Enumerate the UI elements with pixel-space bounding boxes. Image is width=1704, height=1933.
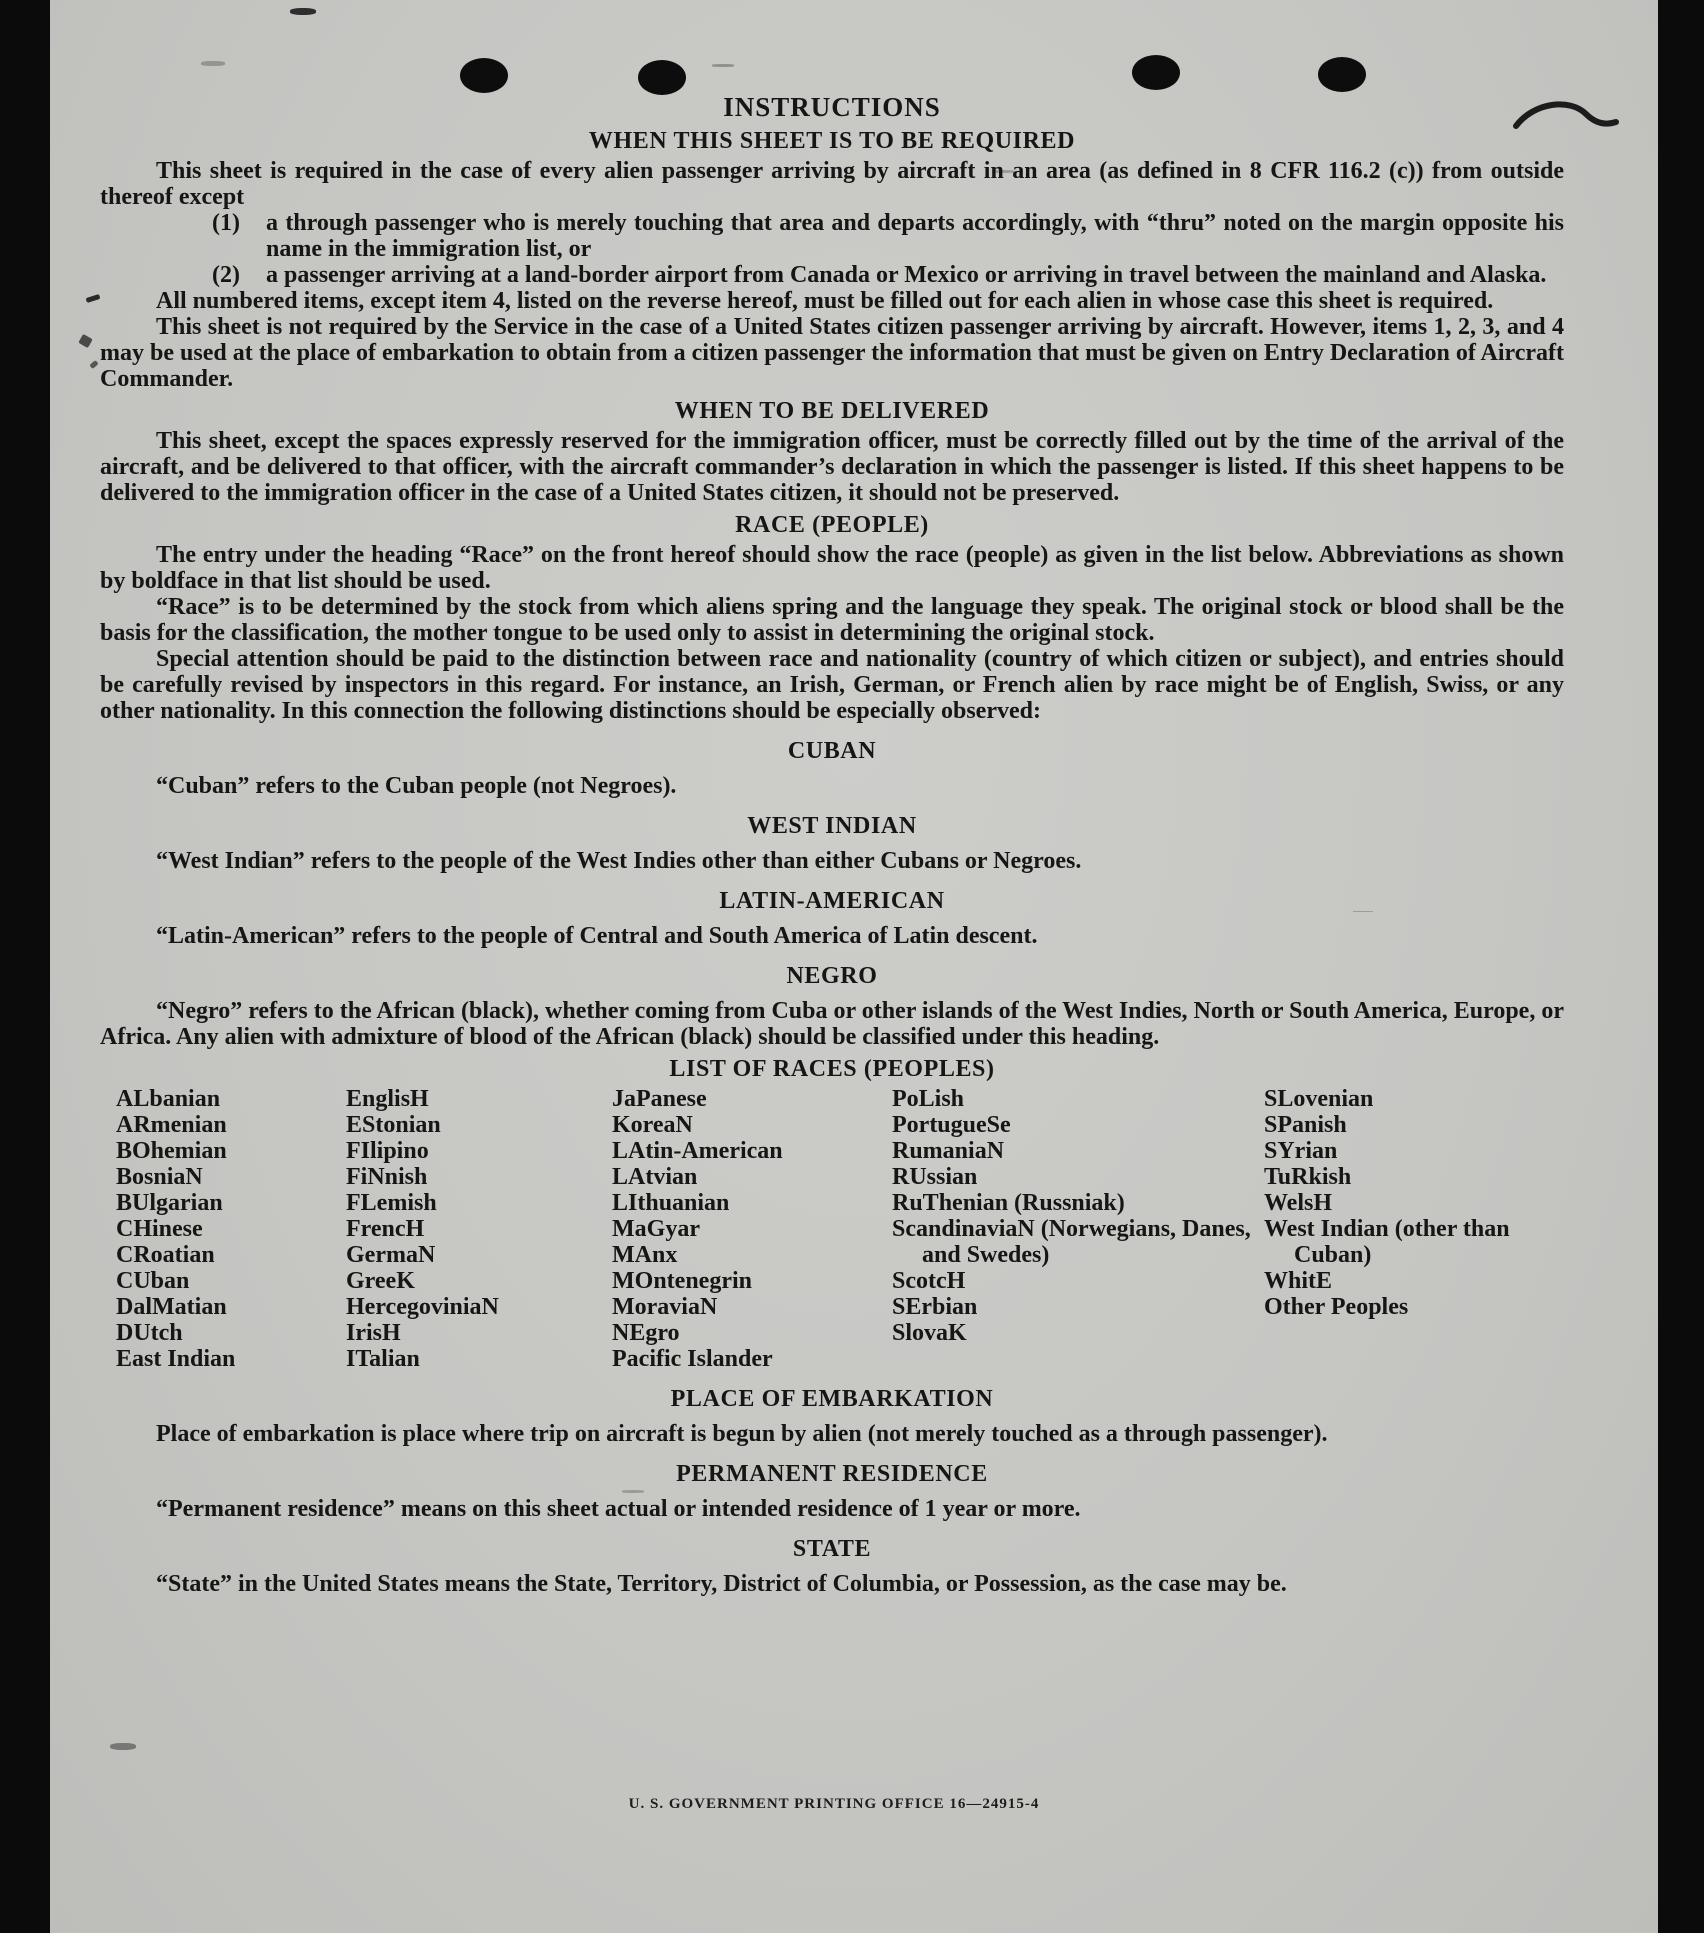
race-item: SErbian: [892, 1294, 978, 1320]
race-item: FIlipino: [346, 1138, 429, 1164]
section-heading-list-of-races: LIST OF RACES (PEOPLES): [669, 1056, 995, 1082]
race-item: PoLish: [892, 1086, 965, 1112]
race-item: IrisH: [346, 1320, 401, 1346]
race-item: EnglisH: [346, 1086, 429, 1112]
race-item: RuThenian (Russniak): [892, 1190, 1125, 1216]
race-item: Other Peoples: [1264, 1294, 1409, 1320]
item-number: (1): [212, 210, 240, 236]
race-item: ITalian: [346, 1346, 420, 1372]
race-item: GreeK: [346, 1268, 415, 1294]
race-item: SLovenian: [1264, 1086, 1374, 1112]
section-heading-latin-american: LATIN-AMERICAN: [719, 888, 945, 914]
race-item: ARmenian: [116, 1112, 227, 1138]
section-heading-when-required: WHEN THIS SHEET IS TO BE REQUIRED: [588, 128, 1076, 154]
races-column-4: [892, 1086, 1264, 1372]
paragraph-race-entry: The entry under the heading “Race” on the front hereof should show the race (people) as given in the list below. Abbreviations as shown by boldface in that list should be used.: [100, 542, 1564, 594]
section-heading-cuban: CUBAN: [787, 738, 877, 764]
race-item: DalMatian: [116, 1294, 227, 1320]
item-number: (2): [212, 262, 240, 288]
paragraph-required-intro: This sheet is required in the case of every alien passenger arriving by aircraft in an area (as defined in 8 CFR 116.2 (c)) from outside thereof except: [100, 158, 1564, 210]
item-text: a through passenger who is merely touching that area and departs accordingly, with “thru” noted on the margin opposite his name in the immigration list, or: [266, 210, 1564, 262]
paragraph-cuban: “Cuban” refers to the Cuban people (not Negroes).: [156, 773, 677, 799]
document-page: [50, 0, 1658, 1933]
race-item: ALbanian: [116, 1086, 221, 1112]
race-item: SPanish: [1264, 1112, 1347, 1138]
race-item: LAtvian: [612, 1164, 698, 1190]
race-item: CHinese: [116, 1216, 203, 1242]
numbered-item-2: [212, 262, 1564, 288]
race-item: MaGyar: [612, 1216, 700, 1242]
scan-edge-right: [1658, 0, 1704, 1933]
scan-edge-left: [0, 0, 50, 1933]
paragraph-west-indian: “West Indian” refers to the people of the West Indies other than either Cubans or Negroes.: [156, 848, 1082, 874]
paragraph-race-distinction: Special attention should be paid to the distinction between race and nationality (country of which citizen or subject), and entries should be carefully revised by inspectors in this regard. For instance, an Irish, German, or French alien by race might be of English, Swiss, or any other nationality. In this connection the following distinctions should be especially observed:: [100, 646, 1564, 724]
race-item: ScotcH: [892, 1268, 966, 1294]
race-item: CRoatian: [116, 1242, 215, 1268]
paragraph-negro: “Negro” refers to the African (black), whether coming from Cuba or other islands of the West Indies, North or South America, Europe, or Africa. Any alien with admixture of blood of the African (black) should be classified under this heading.: [100, 998, 1564, 1050]
race-item: MoraviaN: [612, 1294, 718, 1320]
paragraph-delivered: This sheet, except the spaces expressly reserved for the immigration officer, must be correctly filled out by the time of the arrival of the aircraft, and be delivered to that officer, with the aircraft commander’s declaration in which the passenger is listed. If this sheet happens to be delivered to the immigration officer in the case of a United States citizen, it should not be preserved.: [100, 428, 1564, 506]
printing-office-imprint: U. S. GOVERNMENT PRINTING OFFICE 16—24915-4: [628, 1796, 1040, 1812]
race-item: SYrian: [1264, 1138, 1338, 1164]
race-item: BOhemian: [116, 1138, 227, 1164]
race-item: JaPanese: [612, 1086, 707, 1112]
race-item: MOntenegrin: [612, 1268, 752, 1294]
document-content: [50, 0, 1658, 1597]
races-column-3: [612, 1086, 892, 1372]
race-item: East Indian: [116, 1346, 236, 1372]
races-column-1: [116, 1086, 346, 1372]
section-heading-negro: NEGRO: [786, 963, 878, 989]
race-item: BUlgarian: [116, 1190, 223, 1216]
race-item: NEgro: [612, 1320, 680, 1346]
paragraph-all-numbered-items: All numbered items, except item 4, listed on the reverse hereof, must be filled out for each alien in whose case this sheet is required.: [156, 288, 1494, 314]
paragraph-not-required-citizen: This sheet is not required by the Service in the case of a United States citizen passenger arriving by aircraft. However, items 1, 2, 3, and 4 may be used at the place of embarkation to obtain from a citizen passenger the information that must be given on Entry Declaration of Aircraft Commander.: [100, 314, 1564, 392]
paragraph-residence: “Permanent residence” means on this sheet actual or intended residence of 1 year or more.: [156, 1496, 1081, 1522]
race-item: PortugueSe: [892, 1112, 1011, 1138]
paragraph-embarkation: Place of embarkation is place where trip on aircraft is begun by alien (not merely touched as a through passenger).: [156, 1421, 1328, 1447]
paragraph-latin-american: “Latin-American” refers to the people of Central and South America of Latin descent.: [156, 923, 1038, 949]
section-heading-permanent-residence: PERMANENT RESIDENCE: [676, 1461, 988, 1487]
race-item: SlovaK: [892, 1320, 967, 1346]
numbered-item-1: [212, 210, 1564, 262]
race-item: EStonian: [346, 1112, 441, 1138]
page-title: INSTRUCTIONS: [723, 92, 941, 122]
race-item: BosniaN: [116, 1164, 203, 1190]
race-item: RumaniaN: [892, 1138, 1005, 1164]
races-column-2: [346, 1086, 612, 1372]
race-item: LIthuanian: [612, 1190, 730, 1216]
race-item: ScandinaviaN (Norwegians, Danes, and Swedes): [892, 1216, 1251, 1268]
races-list: [116, 1086, 1564, 1372]
section-heading-race: RACE (PEOPLE): [735, 512, 929, 538]
race-item: KoreaN: [612, 1112, 693, 1138]
races-column-5: [1264, 1086, 1564, 1372]
race-item: DUtch: [116, 1320, 183, 1346]
race-item: LAtin-American: [612, 1138, 783, 1164]
race-item: CUban: [116, 1268, 190, 1294]
section-heading-west-indian: WEST INDIAN: [747, 813, 917, 839]
race-item: MAnx: [612, 1242, 678, 1268]
race-item: FLemish: [346, 1190, 437, 1216]
race-item: WelsH: [1264, 1190, 1333, 1216]
race-item: West Indian (other than Cuban): [1264, 1216, 1510, 1268]
paragraph-race-determined: “Race” is to be determined by the stock from which aliens spring and the language they speak. The original stock or blood shall be the basis for the classification, the mother tongue to be used only to assist in determining the original stock.: [100, 594, 1564, 646]
race-item: Pacific Islander: [612, 1346, 773, 1372]
race-item: GermaN: [346, 1242, 436, 1268]
section-heading-when-delivered: WHEN TO BE DELIVERED: [674, 398, 990, 424]
item-text: a passenger arriving at a land-border airport from Canada or Mexico or arriving in travel between the mainland and Alaska.: [266, 262, 1547, 288]
race-item: TuRkish: [1264, 1164, 1352, 1190]
paragraph-state: “State” in the United States means the State, Territory, District of Columbia, or Possession, as the case may be.: [156, 1571, 1287, 1597]
race-item: WhitE: [1264, 1268, 1333, 1294]
race-item: FrencH: [346, 1216, 425, 1242]
race-item: FiNnish: [346, 1164, 428, 1190]
section-heading-state: STATE: [792, 1536, 872, 1562]
race-item: RUssian: [892, 1164, 978, 1190]
section-heading-place-of-embarkation: PLACE OF EMBARKATION: [670, 1386, 994, 1412]
race-item: HercegoviniaN: [346, 1294, 499, 1320]
